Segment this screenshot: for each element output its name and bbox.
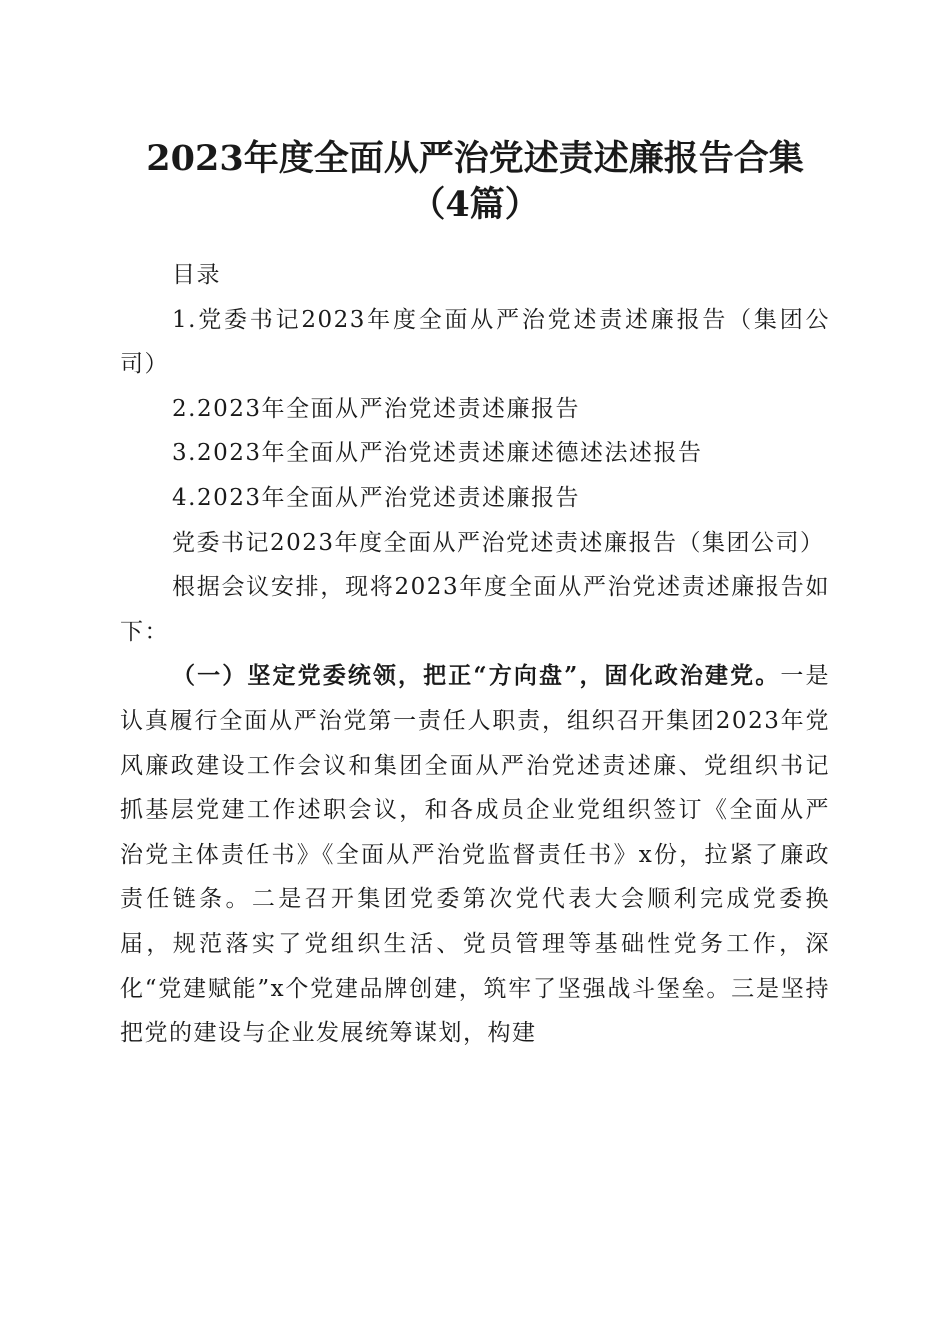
toc-item: 2.2023年全面从严治党述责述廉报告: [172, 395, 580, 422]
article-intro: 根据会议安排，现将2023年度全面从严治党述责述廉报告如下：: [120, 574, 830, 645]
document-body: [120, 253, 830, 1056]
article-heading: 党委书记2023年度全面从严治党述责述廉报告（集团公司）: [172, 529, 825, 556]
toc-item: 4.2023年全面从严治党述责述廉报告: [172, 484, 580, 511]
toc-item: 3.2023年全面从严治党述责述廉述德述法述报告: [172, 440, 703, 467]
section-paragraph: [120, 654, 830, 1055]
toc-heading: 目录: [172, 262, 221, 288]
toc-item: 1.党委书记2023年度全面从严治党述责述廉报告（集团公司）: [120, 306, 830, 378]
section-text: 一是认真履行全面从严治党第一责任人职责，组织召开集团2023年党风廉政建设工作会议和集团全面从严治党述责述廉、党组织书记抓基层党建工作述职会议，和各成员企业党组织签订《全面从严治党主体责任书》《全面从严治党监督责任书》x份，拉紧了廉政责任链条。二是召开集团党委第次党代表大会顺利完成党委换届，规范落实了党组织生活、党员管理等基础性党务工作，深化“党建赋能”x个党建品牌创建，筑牢了坚强战斗堡垒。三是坚持把党的建设与企业发展统筹谋划，构建: [120, 663, 830, 1047]
section-lead: （一）坚定党委统领，把正“方向盘”，固化政治建党。: [172, 662, 781, 690]
document-title: 2023年度全面从严治党述责述廉报告合集（4篇）: [146, 138, 804, 225]
